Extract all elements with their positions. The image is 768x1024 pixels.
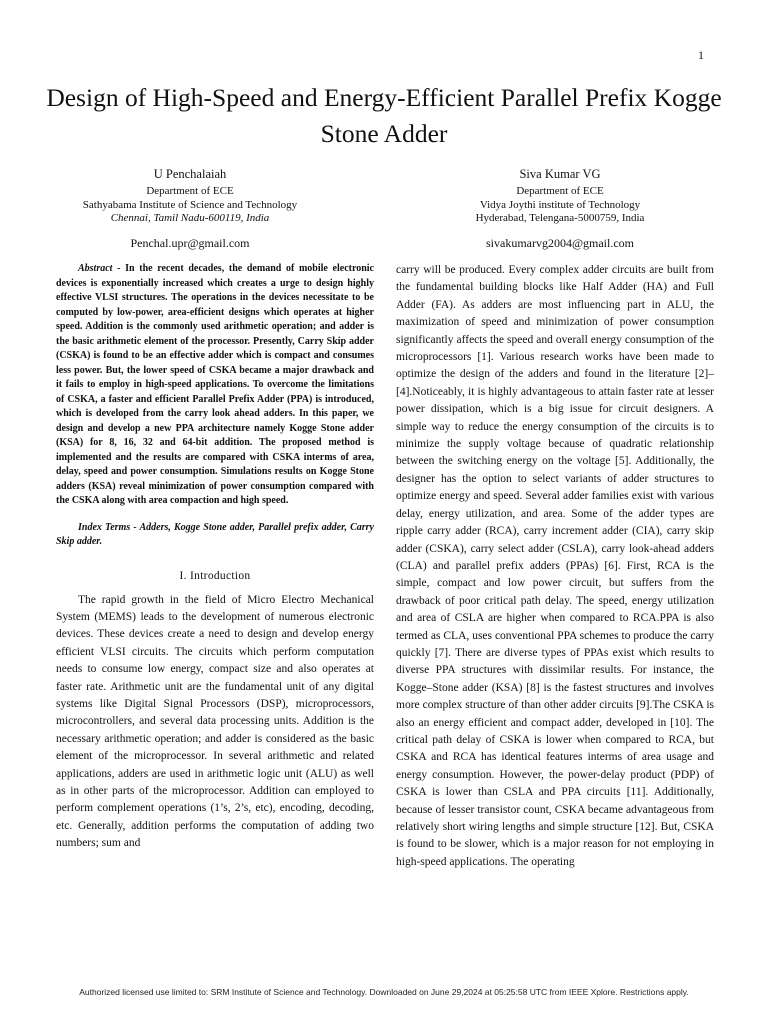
author-name: Siva Kumar VG [519,167,601,181]
index-terms [56,521,374,550]
abstract [56,262,374,509]
index-terms-text: - Adders, Kogge Stone adder, Parallel prefix adder, Carry Skip adder. [56,521,374,547]
author-institution: Sathyabama Institute of Science and Technology [82,198,298,211]
author-institution: Vidya Joythi institute of Technology [479,198,641,211]
section-heading: I. Introduction [179,569,251,582]
author-email: Penchal.upr@gmail.com [130,235,250,250]
page-number: 1 [698,48,704,62]
author-location: Chennai, Tamil Nadu-600119, India [110,212,270,224]
index-terms-lead: Index Terms [78,521,131,533]
author-department: Department of ECE [516,185,604,197]
paper-title: Design of High-Speed and Energy-Efficient Parallel Prefix Kogge Stone Adder [46,83,722,148]
author-email: sivakumarvg2004@gmail.com [485,235,635,250]
author-name: U Penchalaiah [153,167,227,181]
author-department: Department of ECE [146,185,234,197]
abstract-lead: Abstract [78,263,113,274]
intro-paragraph: The rapid growth in the field of Micro Electro Mechanical System (MEMS) leads to the development of numerous electronic devices. These devices create a need to design and develop energy efficient VLSI circuits. The circuits which perform computation needs to consume low energy, compact size and also operates at faster rate. Arithmetic unit are the fundamental unit of any digital systems like Digital Signal Processors (DSP), microprocessors, microcontrollers, and several data processing units. Addition is the necessary arithmetic operation; and adder is considered as the basic element of the microprocessor. In several arithmetic and related applications, adders are used in arithmetic logic unit (ALU) as well as in other parts of the microprocessor. Addition can employed to perform complement operations (1’s, 2’s, etc), encoding, decoding, etc. Generally, addition performs the computation of adding two numbers; sum and [56,593,374,850]
license-footer: Authorized licensed use limited to: SRM Institute of Science and Technology. Downloaded on June 29,2024 at 05:25:58 UTC from IEEE Xplore. Restrictions apply. [79,987,689,997]
left-column [56,262,374,853]
right-column [396,262,714,871]
abstract-text: - In the recent decades, the demand of mobile electronic devices is exponentially increased which creates a urge to design highly effective VLSI structures. The operations in the devices necessitate to be computed by low-power, area-efficient designs which operates at higher speed. Addition is the commonly used arithmetic operation; and adder is the basic arithmetic element of the processor. Presently, Carry Skip adder (CSKA) is found to be an effective adder which is compact and consumes less power. But, the lower speed of CSKA became a major drawback and it fails to employ in high-speed applications. To overcome the limitations of CSKA, a faster and efficient Parallel Prefix Adder (PPA) is introduced, which is developed from the carry look ahead adders. In this paper, we design and develop a new PPA architecture namely Kogge Stone adder (KSA) for 8, 16, 32 and 64-bit addition. The proposed method is implemented and the results are compared with CSKA interms of area, delay, speed and power consumption. Simulations results on Kogge Stone adders (KSA) reveal minimization of power consumption compared with the CSKA along with area compaction and high speed. [56,263,374,506]
intro-paragraph-continued: carry will be produced. Every complex adder circuits are built from the fundamental building blocks like Half Adder (HA) and Full Adder (FA). As adders are most influencing part in ALU, the maximization of speed and minimization of power consumption significantly affects the speed and overall energy consumption of the microprocessors [1]. Various research works have been made to optimize the design of the adders and found in the literature [2]–[4].Noticeably, it is highly advantageous to attain faster rate at lesser power dissipation, which is a big issue for circuit designers. A simple way to reduce the energy consumption of the circuits is to minimize the supply voltage because of quadratic relationship between the switching energy on the voltage [5]. Additionally, the designer has the option to select variants of adder structures to optimize energy and speed. Several adder families exist with various delay, energy utilization, and area. Some of the adder types are ripple carry adder (RCA), carry increment adder (CIA), carry skip adder (CSKA), carry select adder (CSLA), carry look-ahead adders (CLA) and parallel prefix adders (PPAs) [6]. First, RCA is the simple, compact and low power circuit, but suffers from the drawback of poor critical path delay. The speed, energy utilization and area of CSLA are higher when compared to RCA.PPA is also termed as CLA, uses conventional PPA schemes to produce the carry quickly [7]. There are diverse types of PPAs exist which results to diverse PPA structures with dissimilar results. For instance, the Kogge–Stone adder (KSA) [8] is the fastest structures and involves more complex structure of than other adder circuits [9].The CSKA is also an energy efficient and compact adder, developed in [10]. The critical path delay of CSKA is lower when compared to RCA, but CSKA and RCA has identical features interms of area usage and energy consumption. However, the power-delay product (PDP) of CSKA is lower than CSLA and PPA circuits [11]. Additionally, because of lesser transistor count, CSKA became advantageous from relatively short wiring lengths and simple structure [12]. But, CSKA is found to be slower, which is a major reason for not employing in high-speed applications. The operating [396,264,714,868]
author-block-2 [395,166,725,251]
author-block-1 [25,166,355,251]
author-location: Hyderabad, Telengana-5000759, India [475,212,645,224]
